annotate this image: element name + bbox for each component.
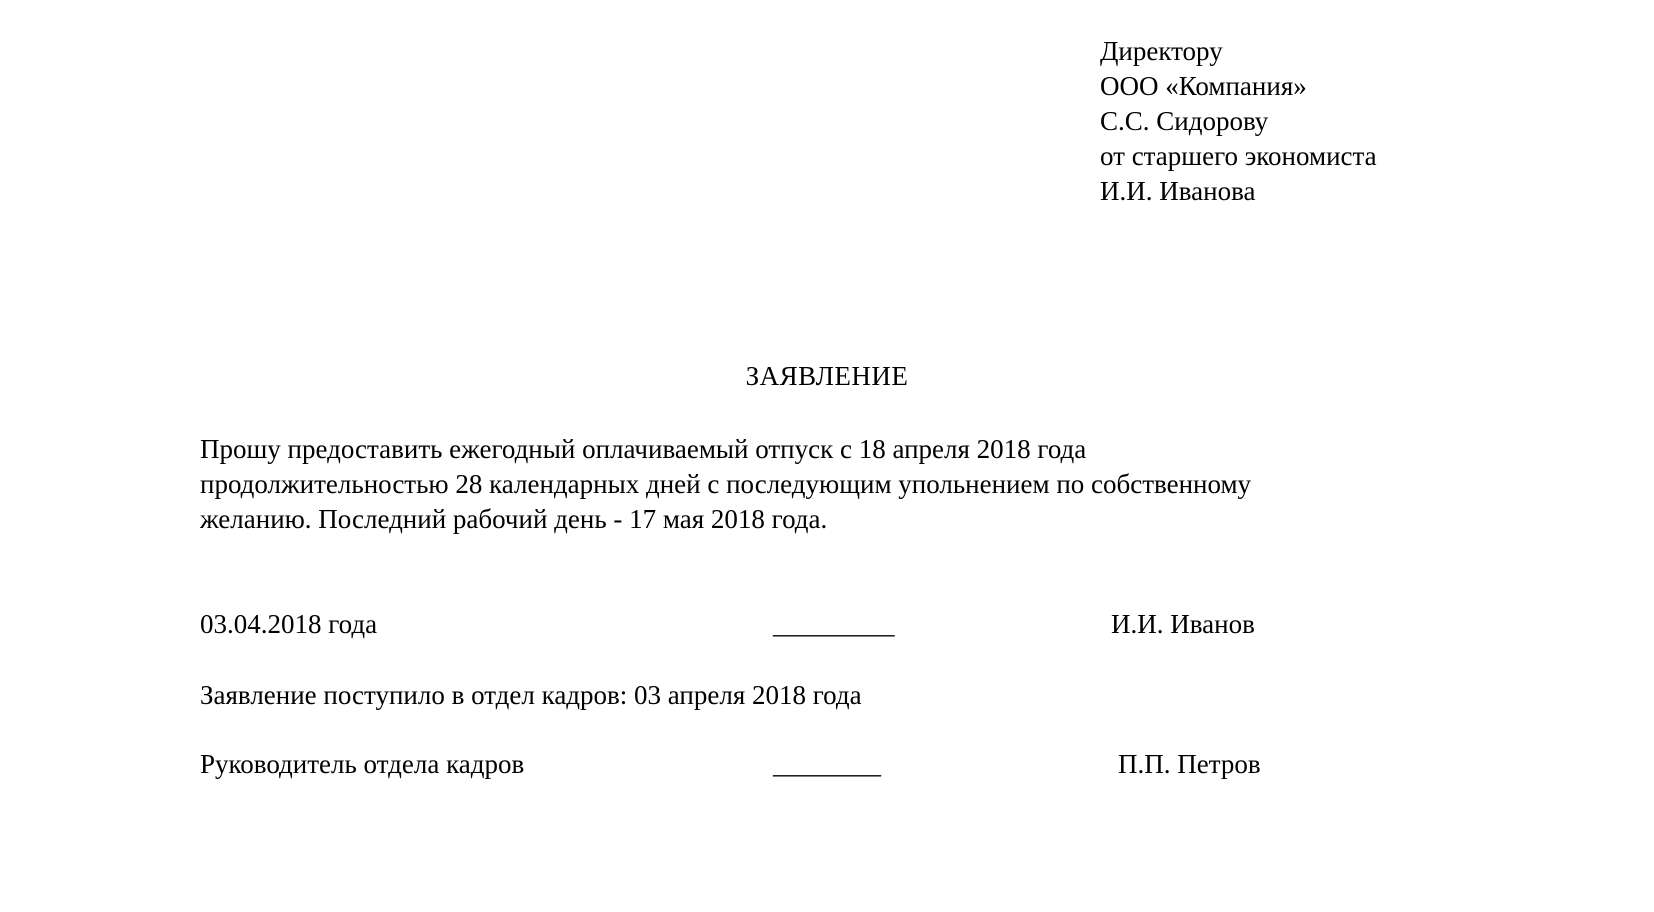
received-note: Заявление поступило в отдел кадров: 03 апреля 2018 года [200,680,862,710]
document-title: ЗАЯВЛЕНИЕ [745,361,909,391]
hr-head-label: Руководитель отдела кадров [200,749,525,779]
addressee-block [1100,34,1377,209]
addressee-company: ООО «Компания» [1100,71,1307,101]
body-line-1: Прошу предоставить ежегодный оплачиваемый отпуск с 18 апреля 2018 года [200,434,1087,464]
received-row [0,680,1654,716]
sender-name: И.И. Иванова [1100,176,1256,206]
hr-head-name: П.П. Петров [1118,749,1261,779]
application-date: 03.04.2018 года [200,609,378,639]
employee-name: И.И. Иванов [1111,609,1255,639]
addressee-position: Директору [1100,36,1223,66]
hr-signature-line: ________ [773,749,881,779]
body-line-2: продолжительностью 28 календарных дней с последующим упольнением по собственному [200,469,1252,499]
signature-row [0,609,1654,645]
addressee-name: С.С. Сидорову [1100,106,1269,136]
sender-position: от старшего экономиста [1100,141,1377,171]
request-body [200,432,1251,537]
employee-signature-line: _________ [773,609,895,639]
body-line-3: желанию. Последний рабочий день - 17 мая 2018 года. [200,504,828,534]
hr-row [0,749,1654,785]
